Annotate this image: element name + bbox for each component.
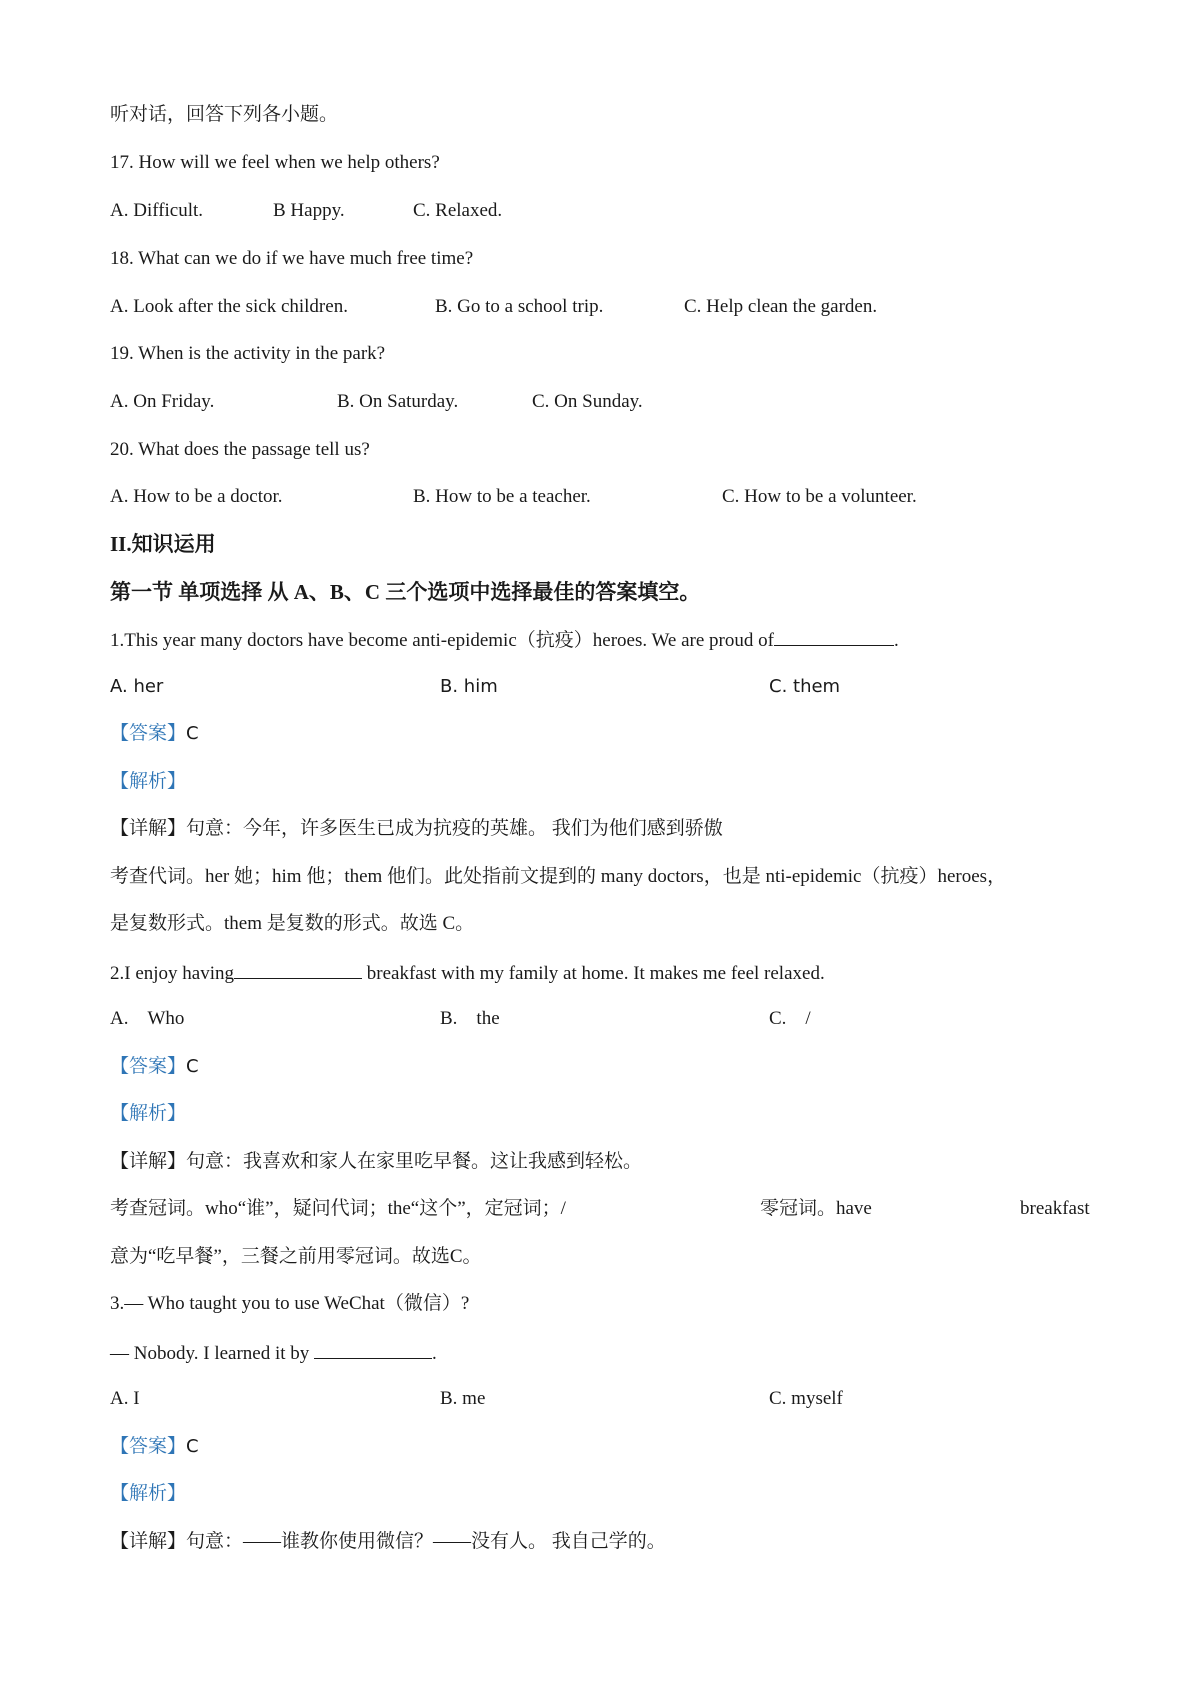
question-18: 18. What can we do if we have much free time? (110, 248, 474, 269)
item-2-option-a: A. Who (110, 1008, 185, 1029)
question-20: 20. What does the passage tell us? (110, 439, 370, 460)
item-3-option-a: A. I (110, 1388, 140, 1409)
item-1-option-a: A. her (110, 676, 164, 697)
item-2-option-c: C. / (769, 1008, 811, 1029)
item-2-explain-line-1a: 考查冠词。who“谁”，疑问代词；the“这个”，定冠词；/ (110, 1198, 566, 1219)
item-2-answer (110, 1055, 199, 1079)
item-1-answer-value: C (186, 723, 199, 744)
item-2-detail-text: 句意：我喜欢和家人在家里吃早餐。这让我感到轻松。 (186, 1151, 643, 1172)
answer-tag: 【答案】 (110, 723, 187, 744)
item-2-explain-line-1c: breakfast (1020, 1198, 1090, 1219)
q18-option-b: B. Go to a school trip. (435, 296, 604, 317)
q17-option-a: A. Difficult. (110, 200, 204, 221)
item-3-option-c: C. myself (769, 1388, 843, 1409)
item-3-question-line-2 (110, 1340, 437, 1366)
item-2-question-text: 2.I enjoy having (110, 963, 235, 984)
item-3-detail-text: 句意：——谁教你使用微信？——没有人。 我自己学的。 (186, 1531, 666, 1552)
item-1-detail (110, 817, 723, 841)
q17-option-c: C. Relaxed. (413, 200, 503, 221)
q19-option-a: A. On Friday. (110, 391, 215, 412)
q17-option-b: B Happy. (273, 200, 345, 221)
item-1-question-end: . (893, 630, 899, 651)
q18-option-a: A. Look after the sick children. (110, 296, 348, 317)
item-3-option-b: B. me (440, 1388, 486, 1409)
question-19: 19. When is the activity in the park? (110, 343, 386, 364)
item-3-question-text: — Nobody. I learned it by (110, 1343, 315, 1364)
answer-tag: 【答案】 (110, 1056, 187, 1077)
question-17: 17. How will we feel when we help others? (110, 152, 440, 173)
section-subtitle: 第一节 单项选择 从 A、B、C 三个选项中选择最佳的答案填空。 (110, 580, 701, 604)
q18-option-c: C. Help clean the garden. (684, 296, 878, 317)
q20-option-b: B. How to be a teacher. (413, 486, 591, 507)
item-1-analysis-tag: 【解析】 (110, 771, 187, 792)
item-2-detail (110, 1150, 642, 1174)
detail-tag: 【详解】 (110, 818, 187, 839)
item-2-answer-value: C (186, 1056, 199, 1077)
q20-option-a: A. How to be a doctor. (110, 486, 283, 507)
item-1-explain-line-1: 考查代词。her 她；him 他；them 他们。此处指前文提到的 many doctors，也是 nti-epidemic（抗疫）heroes， (110, 866, 1007, 887)
item-3-answer (110, 1435, 199, 1459)
item-3-detail (110, 1530, 666, 1554)
answer-tag: 【答案】 (110, 1436, 187, 1457)
item-1-answer (110, 722, 199, 746)
item-3-question-line-1: 3.— Who taught you to use WeChat（微信）? (110, 1293, 470, 1314)
item-2-question (110, 960, 825, 986)
item-1-detail-text: 句意：今年，许多医生已成为抗疫的英雄。 我们为他们感到骄傲 (186, 818, 723, 839)
detail-tag: 【详解】 (110, 1151, 187, 1172)
q19-option-b: B. On Saturday. (337, 391, 459, 412)
item-2-blank (234, 960, 362, 979)
item-1-option-c: C. them (769, 676, 841, 697)
item-1-question (110, 627, 899, 653)
item-1-blank (774, 627, 894, 646)
item-2-explain-line-2: 意为“吃早餐”，三餐之前用零冠词。故选C。 (110, 1246, 482, 1267)
detail-tag: 【详解】 (110, 1531, 187, 1552)
q20-option-c: C. How to be a volunteer. (722, 486, 917, 507)
item-2-question-end: breakfast with my family at home. It makes me feel relaxed. (362, 963, 825, 984)
item-3-analysis-tag: 【解析】 (110, 1483, 187, 1504)
item-3-blank (314, 1340, 432, 1359)
item-3-answer-value: C (186, 1436, 199, 1457)
item-2-option-b: B. the (440, 1008, 500, 1029)
item-1-explain-line-2: 是复数形式。them 是复数的形式。故选 C。 (110, 913, 475, 934)
section-title: II.知识运用 (110, 532, 216, 556)
item-2-analysis-tag: 【解析】 (110, 1103, 187, 1124)
item-1-question-text: 1.This year many doctors have become anti-epidemic（抗疫）heroes. We are proud of (110, 630, 774, 651)
q19-option-c: C. On Sunday. (532, 391, 643, 412)
item-1-option-b: B. him (440, 676, 498, 697)
item-2-explain-line-1b: 零冠词。have (760, 1198, 872, 1219)
item-3-question-end: . (432, 1343, 437, 1364)
listening-intro: 听对话，回答下列各小题。 (110, 104, 339, 125)
